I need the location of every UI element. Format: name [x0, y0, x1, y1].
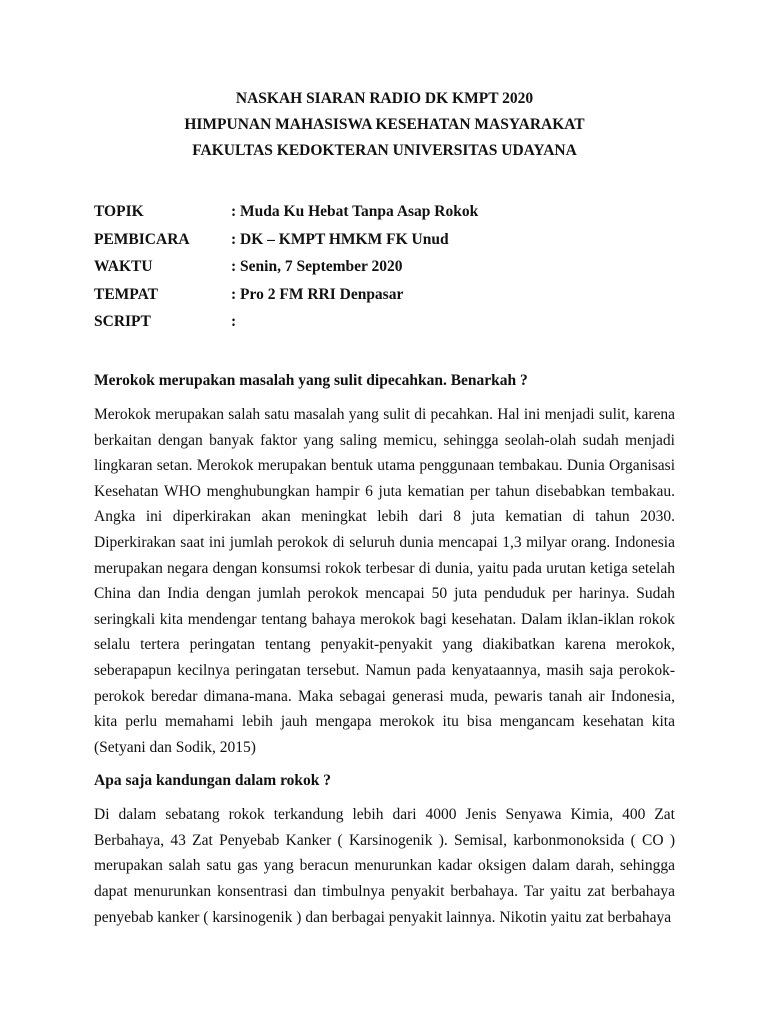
header-line-1: NASKAH SIARAN RADIO DK KMPT 2020 [235, 90, 534, 107]
meta-key: WAKTU [94, 258, 153, 276]
header-line-3: FAKULTAS KEDOKTERAN UNIVERSITAS UDAYANA [192, 142, 577, 159]
meta-value: : Pro 2 FM RRI Denpasar [231, 285, 404, 303]
meta-row-tempat [94, 281, 675, 309]
meta-value: : [231, 313, 237, 331]
broadcast-info [94, 198, 675, 336]
meta-key: SCRIPT [94, 313, 151, 331]
meta-value: : Muda Ku Hebat Tanpa Asap Rokok [231, 203, 479, 220]
meta-row-script [94, 308, 675, 336]
meta-key: PEMBICARA [94, 230, 190, 248]
meta-key: TOPIK [94, 203, 144, 220]
section-heading-merokok: Merokok merupakan masalah yang sulit dipecahkan. Benarkah ? [94, 371, 528, 389]
document-header [94, 86, 675, 164]
meta-key: TEMPAT [94, 285, 159, 303]
meta-row-topik [94, 198, 675, 226]
meta-row-pembicara [94, 226, 675, 254]
document-page [94, 86, 675, 930]
meta-row-waktu [94, 253, 675, 281]
section-heading-kandungan: Apa saja kandungan dalam rokok ? [94, 772, 332, 790]
meta-value: : Senin, 7 September 2020 [231, 258, 403, 276]
paragraph-kandungan: Di dalam sebatang rokok terkandung lebih dari 4000 Jenis Senyawa Kimia, 400 Zat Berbahaya, 43 Zat Penyebab Kanker ( Karsinogenik ). Semisal, karbonmonoksida ( CO ) merupakan salah satu gas yang beracun menurunkan kadar oksigen dalam darah, sehingga dapat menurunkan konsentrasi dan timbulnya penyakit berbahaya. Tar yaitu zat berbahaya penyebab kanker ( karsinogenik ) dan berbagai penyakit lainnya. Nikotin yaitu zat berbahaya [94, 806, 675, 926]
header-line-2: HIMPUNAN MAHASISWA KESEHATAN MASYARAKAT [184, 116, 585, 133]
meta-value: : DK – KMPT HMKM FK Unud [231, 230, 449, 248]
paragraph-merokok: Merokok merupakan salah satu masalah yang sulit di pecahkan. Hal ini menjadi sulit, karena berkaitan dengan banyak faktor yang saling memicu, sehingga seolah-olah sudah menjadi lingkaran setan. Merokok merupakan bentuk utama penggunaan tembakau. Dunia Organisasi Kesehatan WHO menghubungkan hampir 6 juta kematian per tahun disebabkan tembakau. Angka ini diperkirakan akan meningkat lebih dari 8 juta kematian di tahun 2030. Diperkirakan saat ini jumlah perokok di seluruh dunia mencapai 1,3 milyar orang. Indonesia merupakan negara dengan konsumsi rokok terbesar di dunia, yaitu pada urutan ketiga setelah China dan India dengan jumlah perokok mencapai 50 juta penduduk per harinya. Sudah seringkali kita mendengar tentang bahaya merokok bagi kesehatan. Dalam iklan-iklan rokok selalu tertera peringatan tentang penyakit-penyakit yang diakibatkan karena merokok, seberapapun kecilnya peringatan tersebut. Namun pada kenyataannya, masih saja perokok-perokok beredar dimana-mana. Maka sebagai generasi muda, pewaris tanah air Indonesia, kita perlu memahami lebih jauh mengapa merokok itu bisa mengancam kesehatan kita (Setyani dan Sodik, 2015) [94, 405, 675, 756]
